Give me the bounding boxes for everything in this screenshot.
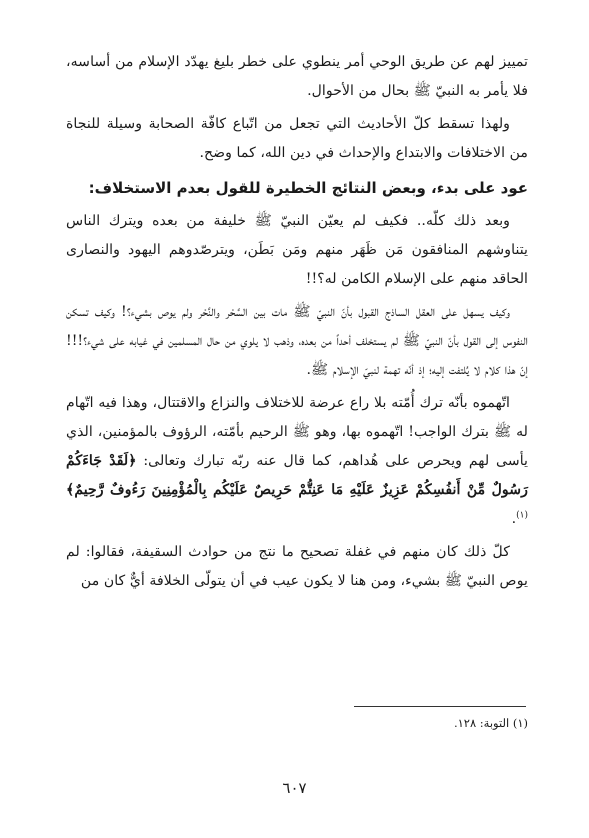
paragraph-continuation: تمييز لهم عن طريق الوحي أمر ينطوي على خطر بليغ يهدّد الإسلام من أساسه، فلا يأمر به النبيّ ﷺ بحال من الأحوال. — [66, 54, 528, 99]
footnote: (١) التوبة: ١٢٨. — [453, 716, 528, 730]
section-heading: عود على بدء، وبعض النتائج الخطيرة للقول بعدم الاستخلاف: — [88, 179, 528, 197]
paragraph-saqifa: كلّ ذلك كان منهم في غفلة تصحيح ما نتج من حوادث السقيفة، فقالوا: لم يوص النبيّ ﷺ بشيء، ومن هنا لا يكون عيب في أن يتولّى الخلافة أيٌّ كان من — [66, 544, 528, 589]
footnote-divider — [354, 706, 526, 707]
paragraph-successor: وبعد ذلك كلّه.. فكيف لم يعيّن النبيّ ﷺ خليفة من بعده ويترك الناس يتناوشهم المنافقون مَن ظَهَر منهم ومَن بَطَن، ويترصّدوهم اليهود والنصارى الحاقد منهم على الإسلام الكامن له؟!! — [66, 213, 528, 287]
footnote-reference: (١) — [516, 510, 528, 521]
quran-verse: ﴿لَقَدْ جَاءَكُمْ رَسُولٌ مِّنْ أَنفُسِكُمْ عَزِيزٌ عَلَيْهِ مَا عَنِتُّمْ حَرِيصٌ عَلَيْكُم بِالْمُؤْمِنِينَ رَءُوفٌ رَّحِيمٌ﴾ — [66, 453, 528, 498]
page-number: ٦٠٧ — [282, 779, 307, 797]
paragraph-companions: ولهذا تسقط كلّ الأحاديث التي تجعل من اتّباع كافّة الصحابة وسيلة للنجاة من الاختلافات والابتداع والإحداث في دين الله، كما وضح. — [66, 116, 528, 161]
paragraph-accusation-text: اتّهموه بأنّه ترك أُمّته بلا راع عرضة للاختلاف والنزاع والاقتتال، وهذا فيه اتّهام له ﷺ بترك الواجب! اتّهموه بها، وهو ﷺ الرحيم بأمّته، الرؤوف بالمؤمنين، الذي يأسى لهم ويحرص على هُداهم، كما قال عنه ربّه تبارك وتعالى: — [66, 395, 528, 469]
paragraph-accusation — [66, 389, 528, 534]
paragraph-accusation-end: . — [511, 511, 517, 527]
main-text — [66, 48, 528, 600]
paragraph-will: وكيف يسهل على العقل الساذج القبول بأنّ النبيّ ﷺ مات بين السَّحْر والنَّحْر ولم يوص بشيء؟! وكيف تسكن النفوس إلى القول بأنّ النبيّ ﷺ لم يستخلف أحداً من بعده، وذهب لا يلوي من حال المسلمين في غيابه على شيء؟!!! إنّ هذا كلام لا يُلتفت إليه؛ إذ أنّه تهمة لنبيّ الإسلام ﷺ. — [66, 304, 528, 378]
